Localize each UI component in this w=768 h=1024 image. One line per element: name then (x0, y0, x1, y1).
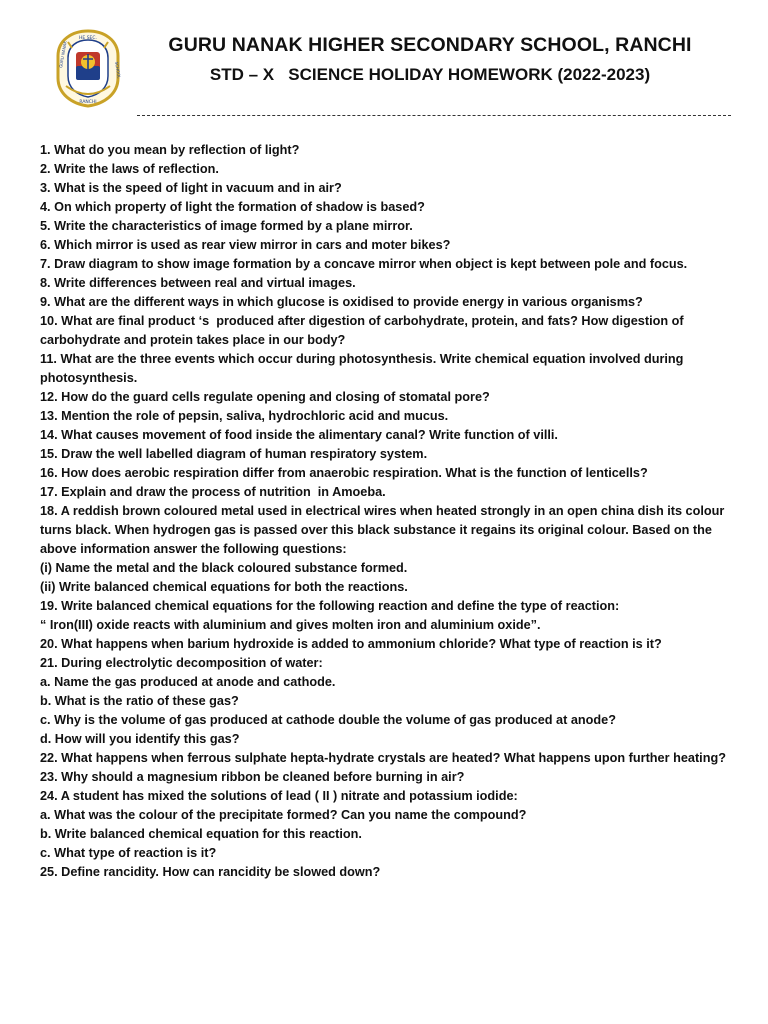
question-item: 9. What are the different ways in which glucose is oxidised to provide energy in various organisms? (40, 295, 643, 309)
question-item: 12. How do the guard cells regulate opening and closing of stomatal pore? (40, 390, 490, 404)
logo-left-text: GURU NANAK (58, 40, 68, 69)
question-item: 20. What happens when barium hydroxide is added to ammonium chloride? What type of reaction is it? (40, 637, 662, 651)
question-item: 23. Why should a magnesium ribbon be cleaned before burning in air? (40, 770, 465, 784)
logo-right-text: SCHOOL (114, 61, 122, 79)
question-item: (ii) Write balanced chemical equations for both the reactions. (40, 580, 408, 594)
question-item: (i) Name the metal and the black coloured substance formed. (40, 561, 408, 575)
question-item: b. Write balanced chemical equation for this reaction. (40, 827, 362, 841)
school-crest-icon (52, 28, 124, 108)
question-item: 10. What are final product ‘s produced after digestion of carbohydrate, protein, and fats? How digestion of carbohydrate and protein takes place in our body? (40, 314, 688, 347)
question-item: 15. Draw the well labelled diagram of human respiratory system. (40, 447, 428, 461)
school-name: GURU NANAK HIGHER SECONDARY SCHOOL, RANCHI (168, 34, 692, 56)
question-item: 7. Draw diagram to show image formation by a concave mirror when object is kept between pole and focus. (40, 257, 688, 271)
homework-title: STD – X SCIENCE HOLIDAY HOMEWORK (2022-2023) (209, 65, 651, 84)
question-item: 11. What are the three events which occur during photosynthesis. Write chemical equation involved during photosynthesis. (40, 352, 687, 385)
question-item: d. How will you identify this gas? (40, 732, 240, 746)
question-item: c. What type of reaction is it? (40, 846, 217, 860)
question-item: 14. What causes movement of food inside the alimentary canal? Write function of villi. (40, 428, 558, 442)
header-divider (137, 115, 731, 116)
question-item: b. What is the ratio of these gas? (40, 694, 239, 708)
document-header (140, 34, 720, 85)
question-item: 21. During electrolytic decomposition of water: (40, 656, 323, 670)
question-item: 18. A reddish brown coloured metal used in electrical wires when heated strongly in an open china dish its colour turns black. When hydrogen gas is passed over this black substance it regains its original colour. Based on the above information answer the following questions: (40, 504, 728, 556)
question-item: “ Iron(III) oxide reacts with aluminium and gives molten iron and aluminium oxide”. (40, 618, 541, 632)
question-item: 6. Which mirror is used as rear view mirror in cars and moter bikes? (40, 238, 451, 252)
question-item: 2. Write the laws of reflection. (40, 162, 219, 176)
question-item: 5. Write the characteristics of image formed by a plane mirror. (40, 219, 413, 233)
question-item: 24. A student has mixed the solutions of lead ( II ) nitrate and potassium iodide: (40, 789, 518, 803)
question-item: c. Why is the volume of gas produced at cathode double the volume of gas produced at anode? (40, 713, 616, 727)
question-item: 16. How does aerobic respiration differ from anaerobic respiration. What is the function of lenticells? (40, 466, 648, 480)
question-item: 1. What do you mean by reflection of light? (40, 143, 300, 157)
question-item: 8. Write differences between real and virtual images. (40, 276, 356, 290)
school-logo (52, 28, 124, 108)
question-item: 4. On which property of light the formation of shadow is based? (40, 200, 425, 214)
question-item: 25. Define rancidity. How can rancidity be slowed down? (40, 865, 381, 879)
question-item: 3. What is the speed of light in vacuum and in air? (40, 181, 342, 195)
question-list (40, 141, 730, 882)
question-item: 22. What happens when ferrous sulphate hepta-hydrate crystals are heated? What happens upon further heating? (40, 751, 726, 765)
question-item: 13. Mention the role of pepsin, saliva, hydrochloric acid and mucus. (40, 409, 449, 423)
question-item: a. Name the gas produced at anode and cathode. (40, 675, 336, 689)
logo-bottom-text: RANCHI (79, 100, 97, 105)
question-item: a. What was the colour of the precipitate formed? Can you name the compound? (40, 808, 527, 822)
logo-top-text: HE SEC. (79, 36, 97, 41)
question-item: 19. Write balanced chemical equations for the following reaction and define the type of reaction: (40, 599, 620, 613)
question-item: 17. Explain and draw the process of nutrition in Amoeba. (40, 485, 386, 499)
